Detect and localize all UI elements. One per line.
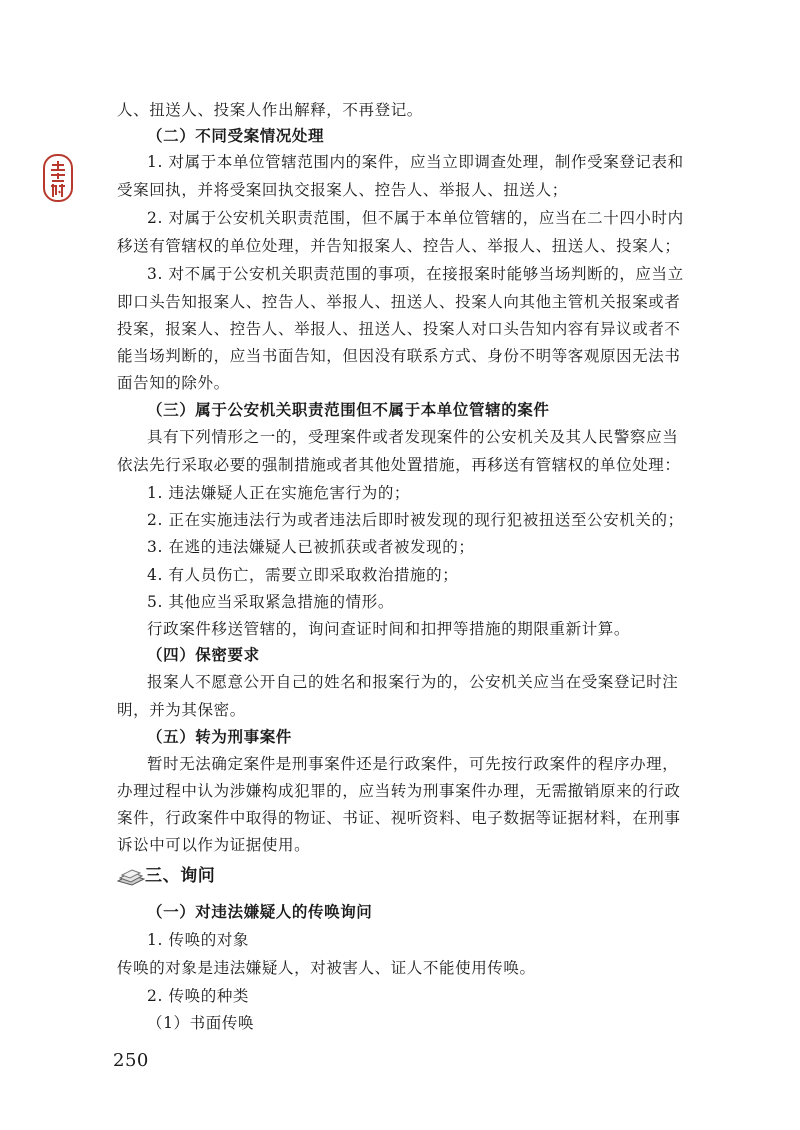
- text-line: 即口头告知报案人、控告人、举报人、扭送人、投案人向其他主管机关报案或者: [117, 293, 681, 311]
- text-line: 5. 其他应当采取紧急措施的情形。: [147, 593, 394, 611]
- text-line: 具有下列情形之一的，受理案件或者发现案件的公安机关及其人民警察应当: [147, 428, 679, 446]
- subsection-heading: （三）属于公安机关职责范围但不属于本单位管辖的案件: [147, 401, 550, 419]
- text-line: 1. 对属于本单位管辖范围内的案件，应当立即调查处理，制作受案登记表和: [147, 153, 684, 171]
- text-line: 2. 传唤的种类: [147, 987, 250, 1005]
- text-line: 案件，行政案件中取得的物证、书证、视听资料、电子数据等证据材料，在刑事: [117, 809, 681, 827]
- text-line: 投案，报案人、控告人、举报人、扭送人、投案人对口头告知内容有异议或者不: [117, 320, 681, 338]
- text-line: 办理过程中认为涉嫌构成犯罪的，应当转为刑事案件办理，无需撤销原来的行政: [117, 782, 681, 800]
- text-line: 行政案件移送管辖的，询问查证时间和扣押等措施的期限重新计算。: [147, 620, 631, 638]
- text-line: 1. 违法嫌疑人正在实施危害行为的；: [147, 484, 411, 502]
- text-line: 受案回执，并将受案回执交报案人、控告人、举报人、扭送人；: [117, 181, 568, 199]
- subsection-heading: （一）对违法嫌疑人的传唤询问: [147, 903, 373, 921]
- subsection-heading: （二）不同受案情况处理: [147, 127, 325, 145]
- text-line: 人、扭送人、投案人作出解释，不再登记。: [117, 101, 423, 119]
- text-line: （1）书面传唤: [147, 1014, 255, 1032]
- section-heading: 三、询问: [145, 866, 216, 886]
- text-line: 面告知的除外。: [117, 374, 230, 392]
- text-line: 依法先行采取必要的强制措施或者其他处置措施，再移送有管辖权的单位处理：: [117, 456, 681, 474]
- text-line: 诉讼中可以作为证据使用。: [117, 836, 311, 854]
- seal-stamp-icon: [42, 153, 74, 203]
- text-line: 2. 对属于公安机关职责范围，但不属于本单位管辖的，应当在二十四小时内: [147, 209, 684, 227]
- page-number: 250: [113, 1050, 149, 1071]
- text-line: 移送有管辖权的单位处理，并告知报案人、控告人、举报人、扭送人、投案人；: [117, 237, 681, 255]
- text-line: 3. 对不属于公安机关职责范围的事项，在接报案时能够当场判断的，应当立: [147, 265, 684, 283]
- text-line: 传唤的对象是违法嫌疑人，对被害人、证人不能使用传唤。: [117, 959, 536, 977]
- subsection-heading: （五）转为刑事案件: [147, 728, 292, 746]
- text-line: 报案人不愿意公开自己的姓名和报案行为的，公安机关应当在受案登记时注: [147, 673, 679, 691]
- text-line: 1. 传唤的对象: [147, 931, 250, 949]
- text-line: 4. 有人员伤亡，需要立即采取救治措施的；: [147, 566, 459, 584]
- text-line: 3. 在逃的违法嫌疑人已被抓获或者被发现的；: [147, 538, 475, 556]
- text-line: 暂时无法确定案件是刑事案件还是行政案件，可先按行政案件的程序办理，: [147, 755, 679, 773]
- text-line: 2. 正在实施违法行为或者违法后即时被发现的现行犯被扭送至公安机关的；: [147, 511, 684, 529]
- text-line: 能当场判断的，应当书面告知，但因没有联系方式、身份不明等客观原因无法书: [117, 347, 681, 365]
- text-line: 明，并为其保密。: [117, 701, 246, 719]
- book-icon: [116, 867, 146, 887]
- subsection-heading: （四）保密要求: [147, 646, 260, 664]
